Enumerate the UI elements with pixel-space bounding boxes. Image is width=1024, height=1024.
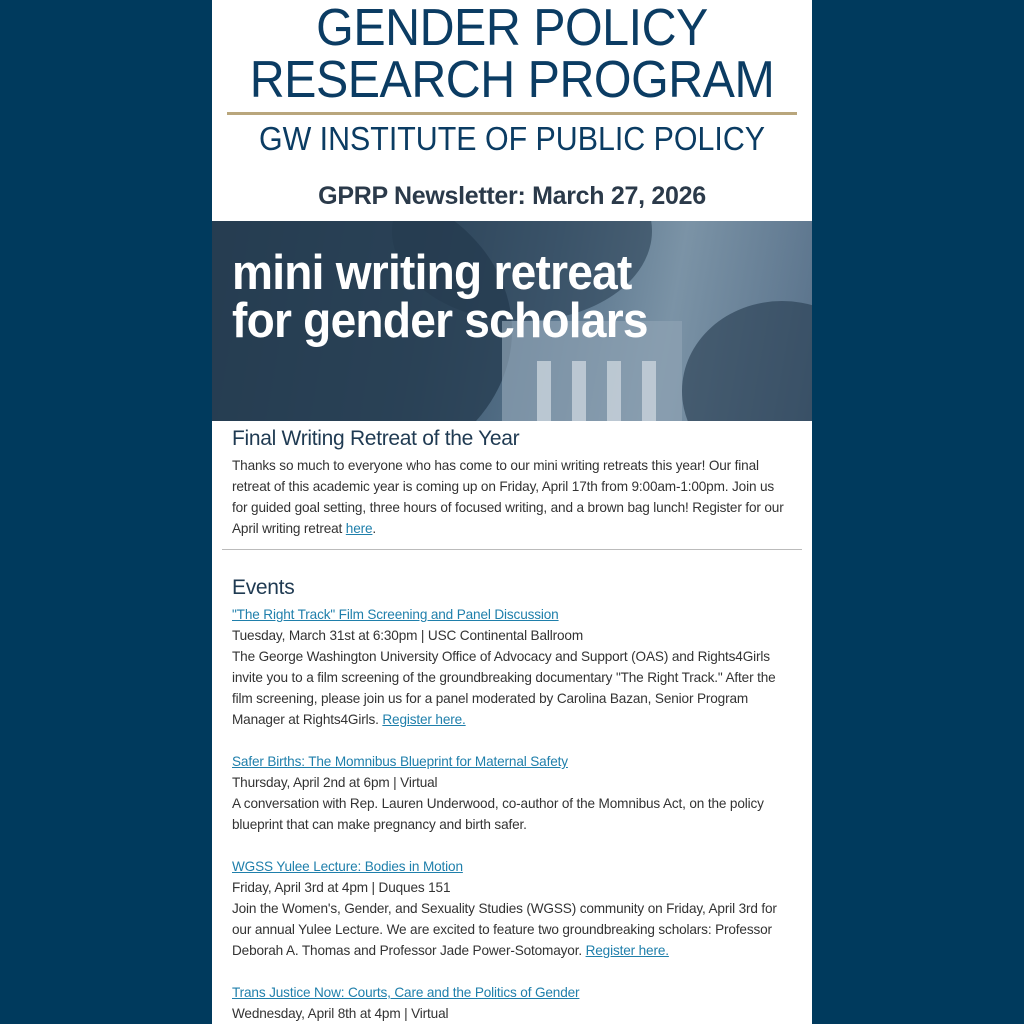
event-item <box>232 982 792 1024</box>
feature-body: Thanks so much to everyone who has come to our mini writing retreats this year! Our final retreat of this academic year is coming up on Friday, April 17th from 9:00am-1:00pm. Join us for guided goal setting, three hours of focused writing, and a brown bag lunch! Register for our April writing retreat here. <box>232 458 784 536</box>
event-title-link[interactable]: "The Right Track" Film Screening and Panel Discussion <box>232 607 559 622</box>
event-title-link[interactable]: Trans Justice Now: Courts, Care and the Politics of Gender <box>232 985 580 1000</box>
feature-section <box>212 421 812 539</box>
logo-line-2: RESEARCH PROGRAM <box>249 51 775 109</box>
event-description: Join the Women's, Gender, and Sexuality Studies (WGSS) community on Friday, April 3rd for our annual Yulee Lecture. We are excited to feature two groundbreaking scholars: Professor Deborah A. Thomas and Professor Jade Power-Sotomayor. Register here. <box>232 901 777 958</box>
logo-line-1: GENDER POLICY <box>316 0 708 57</box>
gprp-logo <box>212 0 812 157</box>
event-item <box>232 751 792 835</box>
event-item <box>232 856 792 961</box>
newsletter-date: GPRP Newsletter: March 27, 2026 <box>318 182 706 210</box>
event-title-link[interactable]: WGSS Yulee Lecture: Bodies in Motion <box>232 859 463 874</box>
event-when: Wednesday, April 8th at 4pm | Virtual <box>232 1006 449 1021</box>
event-item <box>232 604 792 730</box>
feature-register-link[interactable]: here <box>345 521 373 536</box>
feature-title: Final Writing Retreat of the Year <box>232 427 520 450</box>
banner-heading: mini writing retreat for gender scholars <box>232 246 648 348</box>
event-when: Tuesday, March 31st at 6:30pm | USC Continental Ballroom <box>232 628 583 643</box>
events-title: Events <box>232 576 295 599</box>
events-section <box>212 550 812 1024</box>
event-when: Friday, April 3rd at 4pm | Duques 151 <box>232 880 451 895</box>
event-register-link[interactable]: Register here. <box>382 712 466 727</box>
event-description: The George Washington University Office of Advocacy and Support (OAS) and Rights4Girls invite you to a film screening of the groundbreaking documentary "The Right Track." After the film screening, please join us for a panel moderated by Carolina Bazan, Senior Program Manager at Rights4Girls. Register here. <box>232 649 776 727</box>
logo-divider <box>227 112 797 115</box>
newsletter <box>212 0 812 1024</box>
event-title-link[interactable]: Safer Births: The Momnibus Blueprint for Maternal Safety <box>232 754 568 769</box>
logo-line-3: GW INSTITUTE OF PUBLIC POLICY <box>258 120 766 157</box>
event-register-link[interactable]: Register here. <box>585 943 669 958</box>
event-when: Thursday, April 2nd at 6pm | Virtual <box>232 775 438 790</box>
event-description: A conversation with Rep. Lauren Underwood, co-author of the Momnibus Act, on the policy blueprint that can make pregnancy and birth safer. <box>232 796 764 832</box>
retreat-banner <box>212 221 812 421</box>
